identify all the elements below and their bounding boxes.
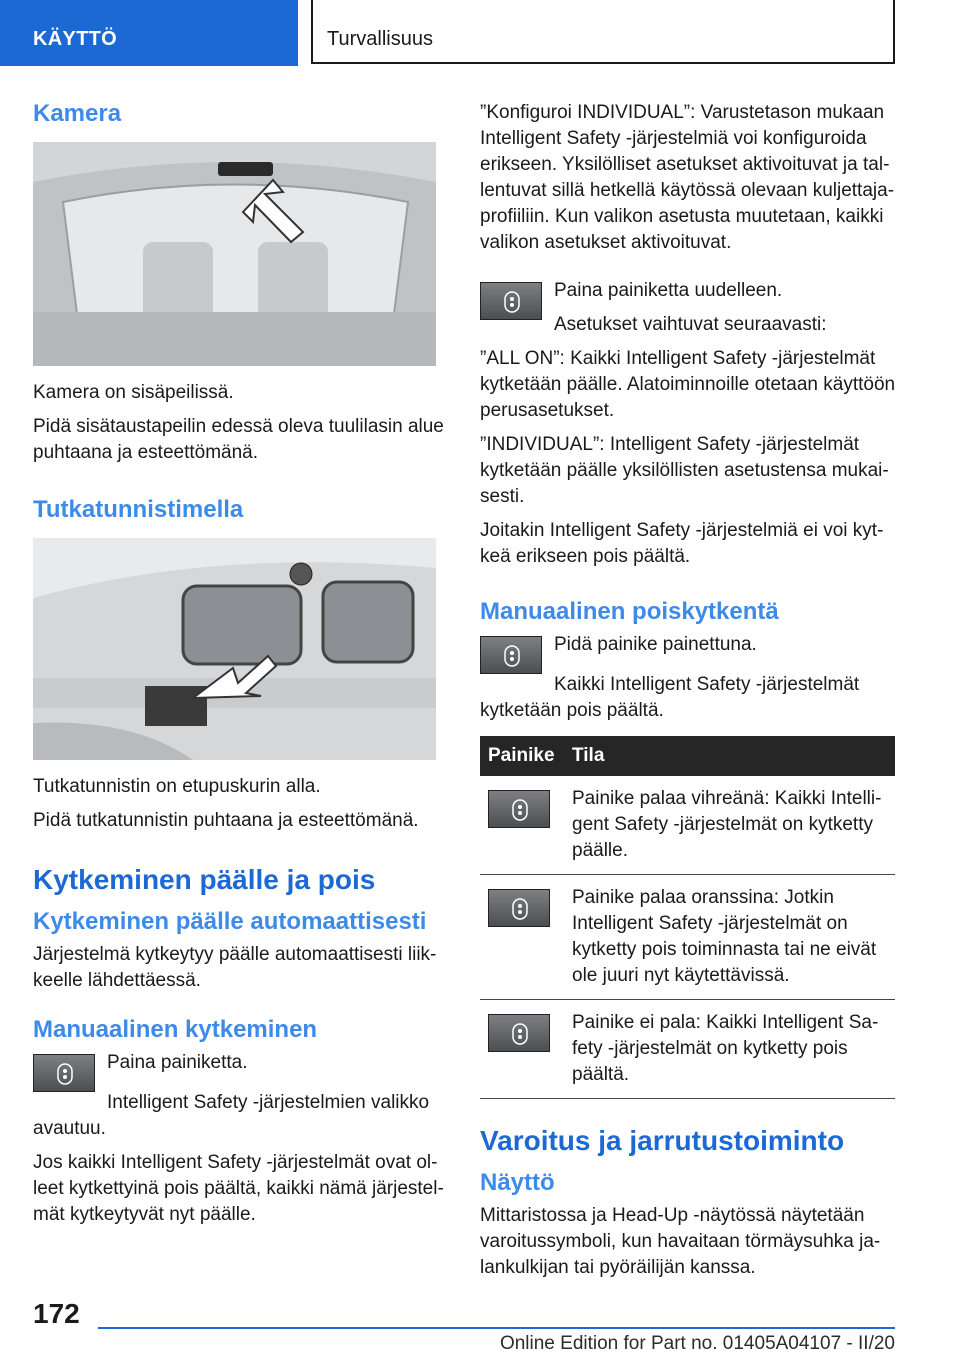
- intelligent-safety-button-icon: [480, 636, 542, 674]
- manual-text-2: Intelligent Safety -järjestelmien valikko avautuu.: [33, 1092, 430, 1139]
- display-text: Mittaristossa ja Head-Up -näytössä näytetään varoitussymboli, kun havaitaan törmäysuhka jalankulkijan tai pyöräilijän kanssa.: [480, 1205, 881, 1278]
- kamera-text-2: Pidä sisätaustapeilin edessä oleva tuulilasin alue puhtaana ja esteettömänä.: [33, 416, 444, 463]
- table-header-button: Painike: [480, 736, 564, 776]
- some-systems-text: Joitakin Intelligent Safety -järjestelmiä ei voi kytkeä erikseen pois päältä.: [480, 520, 884, 567]
- manual-heading: Manuaalinen kytkeminen: [33, 1016, 318, 1043]
- manual-off-text-2: Kaikki Intelligent Safety -järjestelmät kytketään pois päältä.: [480, 674, 860, 721]
- all-on-text: ”ALL ON”: Kaikki Intelligent Safety -järjestelmät kytketään päälle. Alatoiminnoille otetaan käyttöön perusasetukset.: [480, 348, 896, 421]
- footer-edition: Online Edition for Part no. 01405A04107 - II/20: [499, 1333, 895, 1354]
- manual-off-text-1: Pidä painike painettuna.: [554, 634, 757, 655]
- table-cell-state: Painike palaa vihreänä: Kaikki Intelligent Safety -järjestelmät on kytketty päälle.: [564, 776, 895, 875]
- table-cell-state: Painike ei pala: Kaikki Intelligent Safety -järjestelmät on kytketty pois päältä.: [564, 1000, 895, 1099]
- manual-off-heading: Manuaalinen poiskytkentä: [480, 598, 779, 625]
- kamera-text-1: Kamera on sisäpeilissä.: [33, 382, 234, 403]
- table-header-row: [480, 736, 895, 776]
- chapter-title: Turvallisuus: [311, 0, 895, 64]
- settings-change-text: Asetukset vaihtuvat seuraavasti:: [554, 314, 827, 335]
- section-tab: KÄYTTÖ: [0, 0, 298, 66]
- right-column: [480, 100, 896, 1289]
- kytkeminen-heading: Kytkeminen päälle ja pois: [33, 864, 376, 895]
- button-green-icon: [488, 790, 550, 828]
- configure-individual-text: ”Konfiguroi INDIVIDUAL”: Varustetason mukaan Intelligent Safety -järjestelmiä voi konfiguroida erikseen. Yksilölliset asetukset aktivoituvat ja tallentuvat sillä hetkellä käytössä olevaan kuljettajaprofiiliin. Kun valikon asetusta muutetaan, kaikki valikon asetukset aktivoituvat.: [480, 102, 895, 253]
- auto-heading: Kytkeminen päälle automaattisesti: [33, 908, 427, 935]
- intelligent-safety-button-icon: [480, 282, 542, 320]
- table-cell-state: Painike palaa oranssina: Jotkin Intelligent Safety -järjestelmät on kytketty pois toiminnasta tai ne eivät ole juuri nyt käytettävissä.: [564, 875, 895, 1000]
- front-bumper-radar-image: [33, 538, 436, 760]
- page-header: [0, 0, 960, 66]
- button-state-table: [480, 736, 895, 1099]
- manual-button-row: [33, 1050, 449, 1090]
- individual-text: ”INDIVIDUAL”: Intelligent Safety -järjestelmät kytketään päälle yksilöllisten asetustensa mukaisesti.: [480, 434, 889, 507]
- manual-text-1: Paina painiketta.: [107, 1052, 248, 1073]
- auto-text: Järjestelmä kytkeytyy päälle automaattisesti liikkeelle lähdettäessä.: [33, 944, 437, 991]
- table-header-state: Tila: [564, 736, 895, 776]
- windshield-camera-image: [33, 142, 436, 366]
- tutka-heading: Tutkatunnistimella: [33, 496, 244, 523]
- kamera-heading: Kamera: [33, 100, 122, 127]
- left-column: [33, 100, 449, 1236]
- press-again-row: [480, 278, 896, 338]
- manual-off-row: [480, 632, 896, 672]
- press-again-text: Paina painiketta uudelleen.: [554, 280, 783, 301]
- table-row: [480, 875, 895, 1000]
- intelligent-safety-button-icon: [33, 1054, 95, 1092]
- footer-divider: [98, 1327, 895, 1329]
- button-orange-icon: [488, 889, 550, 927]
- page-number: 172: [33, 1298, 80, 1329]
- display-heading: Näyttö: [480, 1169, 555, 1196]
- manual-text-3: Jos kaikki Intelligent Safety -järjestelmät ovat olleet kytkettyinä pois päältä, kaikki nämä järjestelmät kytkeytyvät nyt päälle.: [33, 1152, 444, 1225]
- table-row: [480, 776, 895, 875]
- button-off-icon: [488, 1014, 550, 1052]
- table-row: [480, 1000, 895, 1099]
- warning-heading: Varoitus ja jarrutustoiminto: [480, 1125, 845, 1156]
- tutka-text-1: Tutkatunnistin on etupuskurin alla.: [33, 776, 321, 797]
- tutka-text-2: Pidä tutkatunnistin puhtaana ja esteettömänä.: [33, 810, 419, 831]
